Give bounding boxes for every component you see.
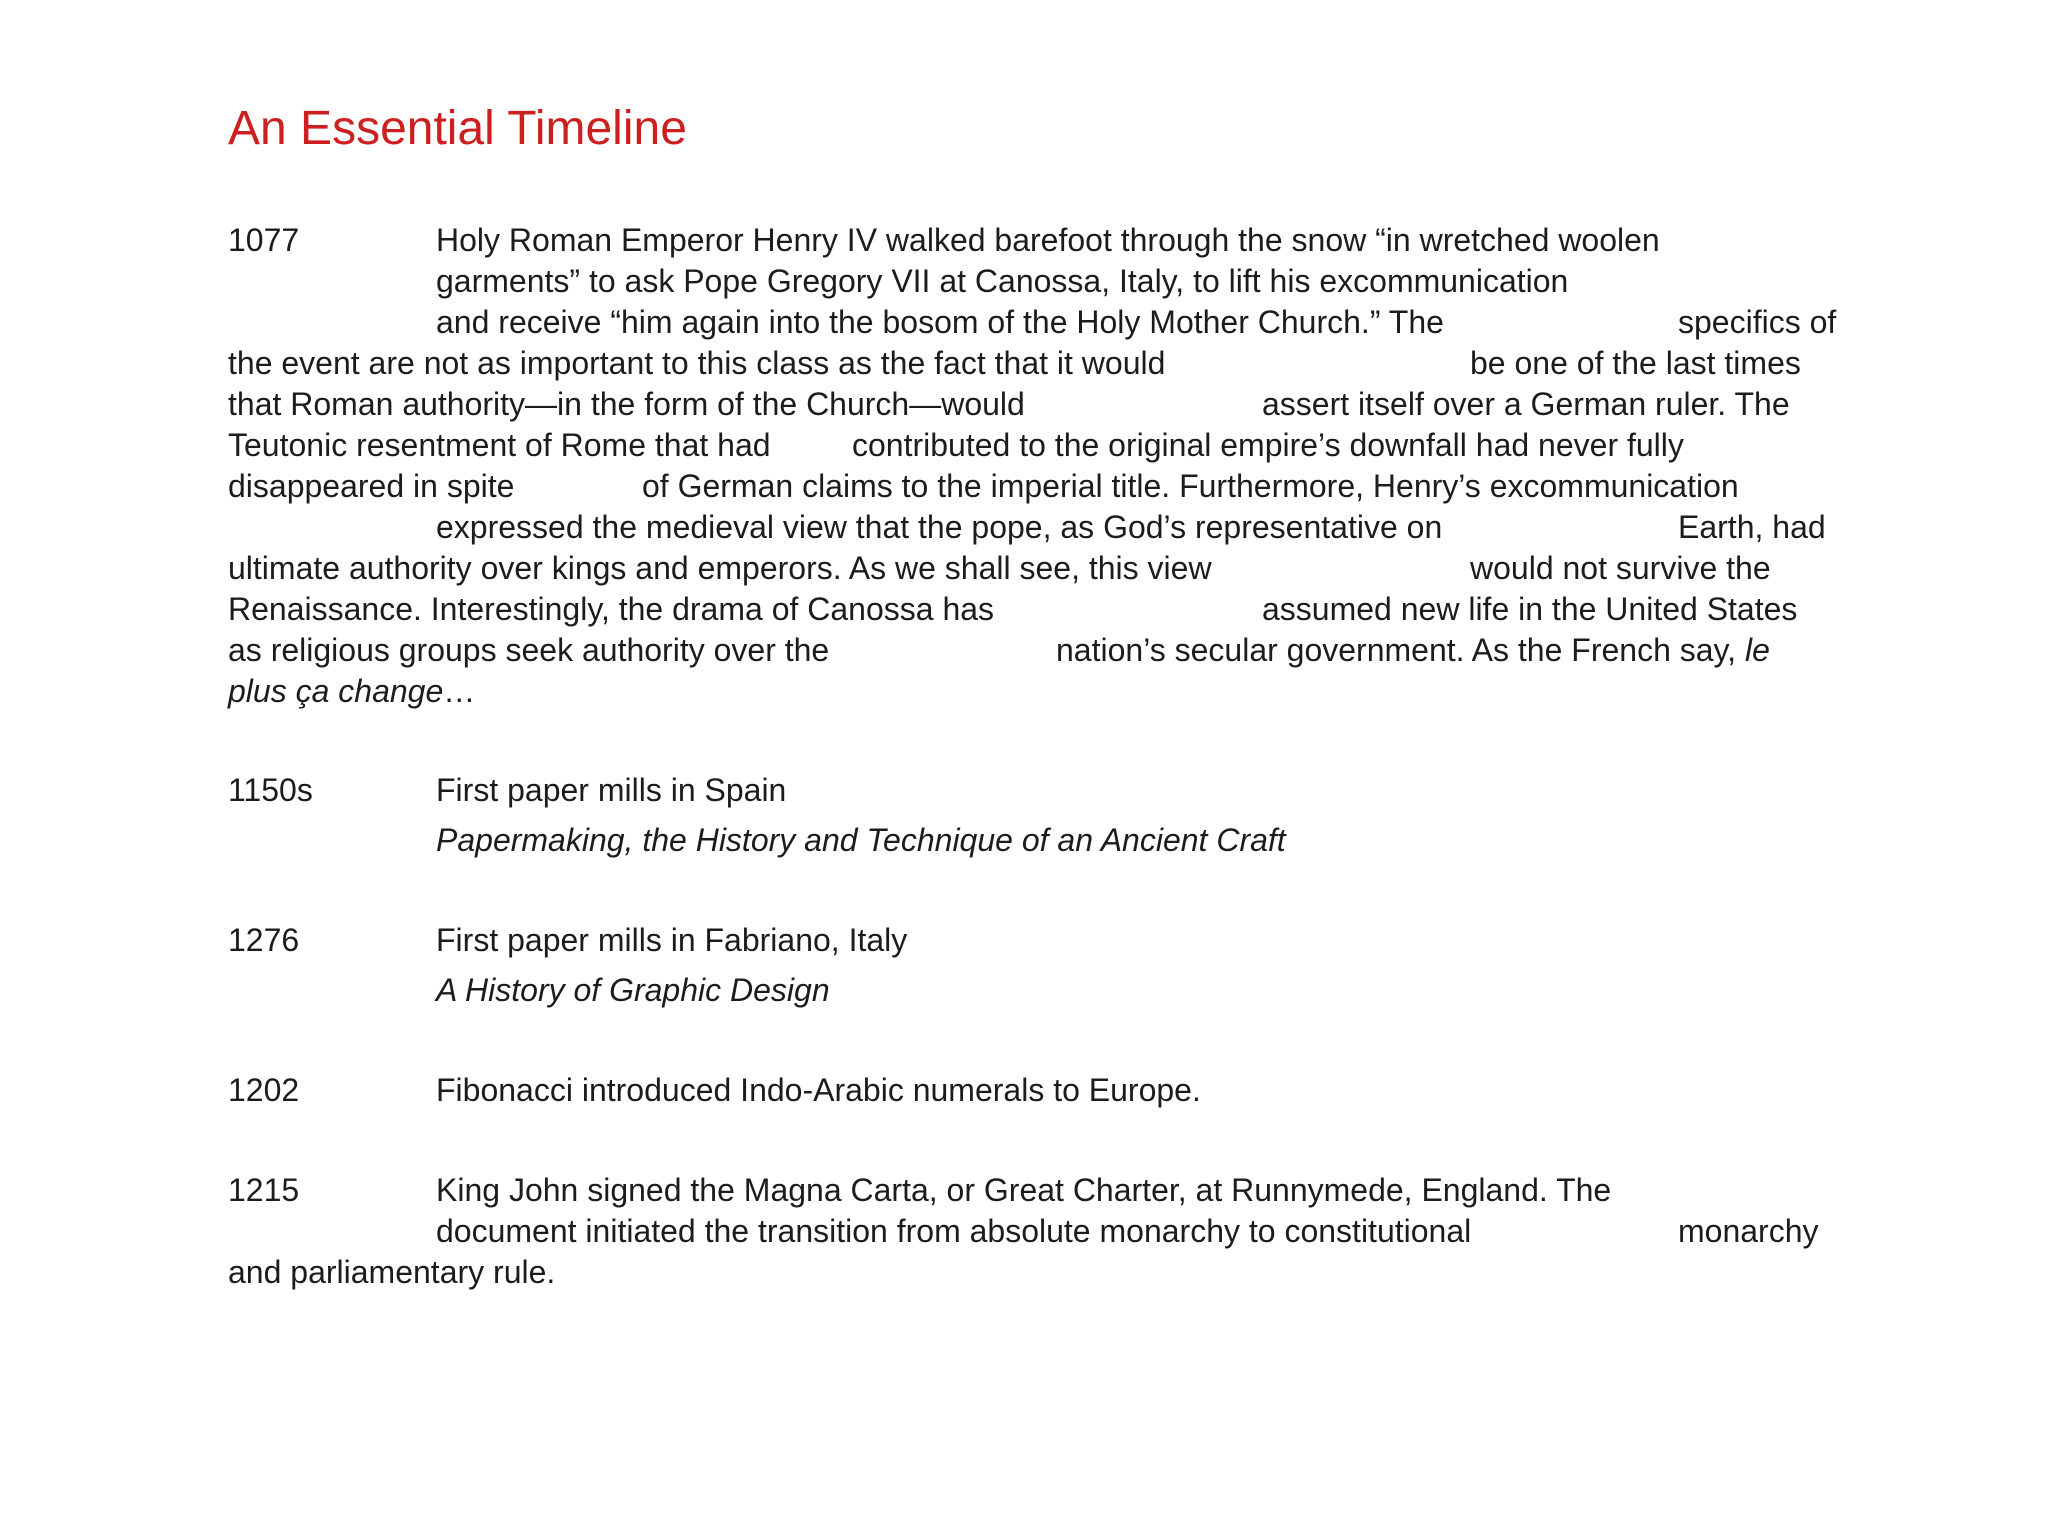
entry-text: Fibonacci introduced Indo-Arabic numerals to Europe. [436, 1072, 1201, 1108]
entry-year: 1202 [228, 1072, 300, 1108]
entry-text-line: be one of the last times [1470, 345, 1801, 381]
entry-text-line: Teutonic resentment of Rome that had [228, 427, 771, 463]
entry-text-line: document initiated the transition from absolute monarchy to constitutional [436, 1213, 1472, 1249]
entry-text-line [1056, 630, 1770, 670]
entry-text-line: and parliamentary rule. [228, 1254, 556, 1290]
entry-text-line: as religious groups seek authority over the [228, 632, 830, 668]
entry-text-italic: le [1744, 632, 1770, 668]
entry-text-segment: … [443, 673, 476, 709]
entry-text-line [228, 671, 475, 711]
page-title: An Essential Timeline [228, 102, 687, 155]
entry-year: 1077 [228, 222, 300, 258]
entry-text: First paper mills in Spain [436, 772, 787, 808]
entry-text-line: ultimate authority over kings and emperors. As we shall see, this view [228, 550, 1212, 586]
entry-year: 1276 [228, 922, 300, 958]
entry-text-italic: plus ça change [228, 673, 444, 709]
entry-year: 1150s [228, 772, 313, 808]
entry-year: 1215 [228, 1172, 300, 1208]
entry-text-line: assert itself over a German ruler. The [1262, 386, 1790, 422]
entry-text-line: Earth, had [1678, 509, 1826, 545]
entry-text-line: specifics of [1678, 304, 1837, 340]
entry-text-line: Holy Roman Emperor Henry IV walked barefoot through the snow “in wretched woolen [436, 222, 1660, 258]
entry-text-line: that Roman authority—in the form of the Church—would [228, 386, 1025, 422]
entry-text-line: and receive “him again into the bosom of the Holy Mother Church.” The [436, 304, 1444, 340]
entry-text-line: contributed to the original empire’s downfall had never fully [852, 427, 1684, 463]
entry-text-line: garments” to ask Pope Gregory VII at Canossa, Italy, to lift his excommunication [436, 263, 1569, 299]
entry-text-line: expressed the medieval view that the pope, as God’s representative on [436, 509, 1443, 545]
entry-text-line: of German claims to the imperial title. Furthermore, Henry’s excommunication [642, 468, 1739, 504]
entry-text-line: would not survive the [1470, 550, 1771, 586]
entry-text-line: assumed new life in the United States [1262, 591, 1798, 627]
entry-source: A History of Graphic Design [436, 972, 830, 1008]
entry-text-line: King John signed the Magna Carta, or Great Charter, at Runnymede, England. The [436, 1172, 1612, 1208]
entry-text-line: monarchy [1678, 1213, 1819, 1249]
entry-text-segment: nation’s secular government. As the French say, [1056, 632, 1745, 668]
entry-source: Papermaking, the History and Technique of an Ancient Craft [436, 822, 1286, 858]
entry-text: First paper mills in Fabriano, Italy [436, 922, 908, 958]
entry-text-line: disappeared in spite [228, 468, 515, 504]
entry-text-line: the event are not as important to this class as the fact that it would [228, 345, 1166, 381]
entry-text-line: Renaissance. Interestingly, the drama of Canossa has [228, 591, 995, 627]
